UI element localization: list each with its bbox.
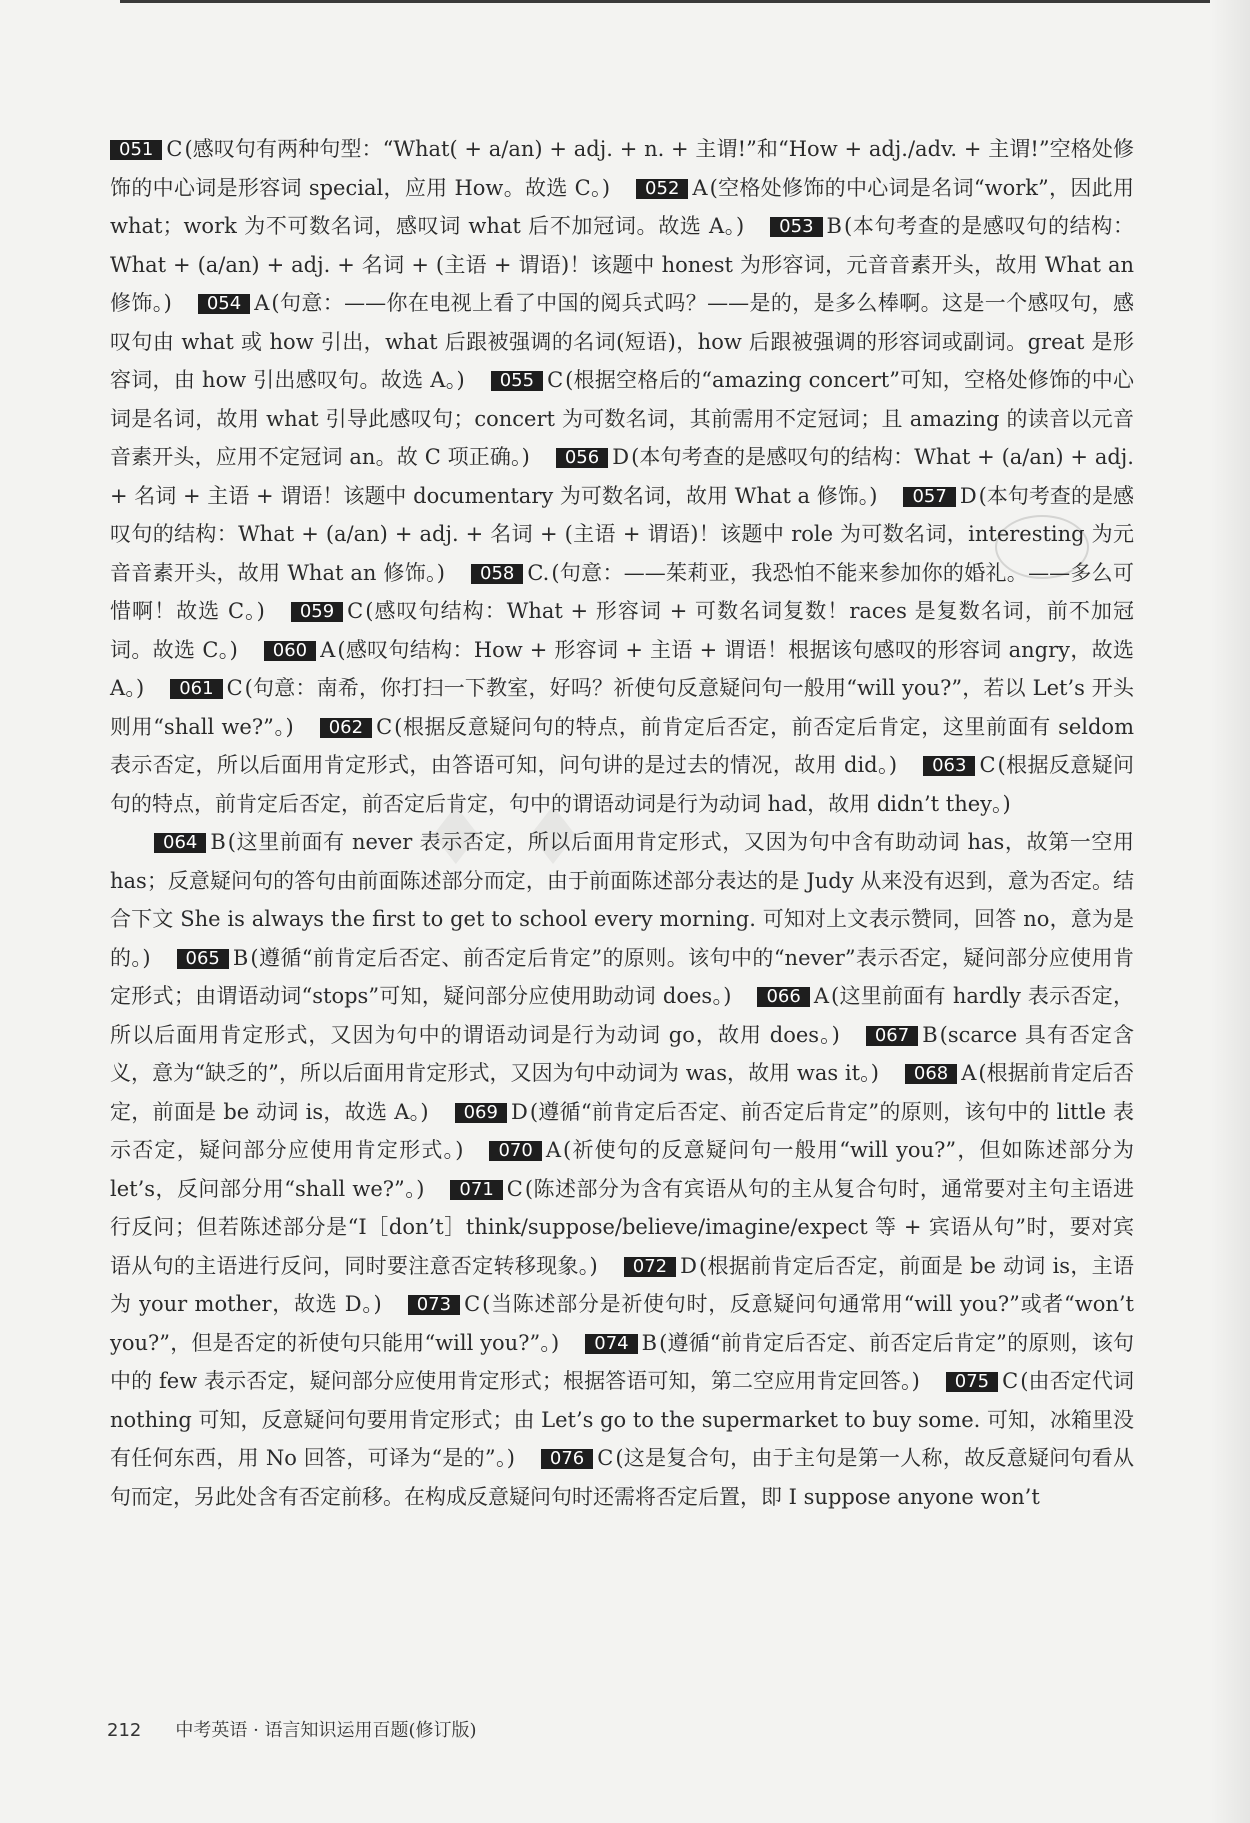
answer-letter: C: [506, 1176, 523, 1201]
question-number-badge: 068: [905, 1064, 957, 1084]
explanation-text: (根据反意疑问句的特点，前肯定后否定，前否定后肯定，这里前面有 seldom 表示否定，所以后面用肯定形式，由答语可知，问句讲的是过去的情况，故用 did。): [110, 714, 1134, 777]
explanation-text: (陈述部分为含有宾语从句的主从复合句时，通常要对主句主语进行反问；但若陈述部分是“I［don’t］think/suppose/believe/imagine/expect 等 + 宾语从句”时，要对宾语从句的主语进行反问，同时要注意否定转移现象。): [110, 1176, 1134, 1278]
explanation-text: (感叹句有两种句型：“What( + a/an) + adj. + n. + 主谓!”和“How + adj./adv. + 主谓!”空格处修饰的中心词是形容词 special，应用 How。故选 C。): [110, 137, 1134, 200]
answer-letter: C: [166, 137, 183, 161]
answer-letter: B: [210, 830, 226, 854]
answer-letter: C: [979, 753, 996, 777]
question-number-badge: 064: [154, 833, 206, 853]
explanation-text: (由否定代词 nothing 可知，反意疑问句要用肯定形式；由 Let’s go to the supermarket to buy some. 可知，冰箱里没有任何东西，用 No 回答，可译为“是的”。): [110, 1369, 1135, 1470]
question-number-badge: 061: [170, 679, 222, 699]
question-number-badge: 075: [946, 1372, 998, 1392]
answer-letter: C: [376, 714, 393, 739]
answer-letter: C: [1002, 1369, 1019, 1393]
question-number-badge: 055: [491, 371, 543, 391]
explanation-text: (这里前面有 never 表示否定，所以后面用肯定形式，又因为句中含有助动词 has，故第一空用 has；反意疑问句的答句由前面陈述部分而定，由于前面陈述部分表达的是 Judy 从来没有迟到，意为否定。结合下文 She is always the first to get to school every morning. 可知对上文表示赞同，回答 no，意为是的。): [110, 830, 1134, 970]
answer-letter: B: [641, 1330, 658, 1355]
answer-letter: B: [232, 945, 249, 970]
explanation-text: (祈使句的反意疑问句一般用“will you?”，但如陈述部分为 let’s，反问部分用“shall we?”。): [110, 1138, 1134, 1201]
explanation-text: (本句考查的是感叹句的结构：What + (a/an) + adj. + 名词 + (主语 + 谓语)！该题中 role 为可数名词，interesting 为元音音素开头，故用 What an 修饰。): [110, 483, 1134, 585]
question-number-badge: 067: [866, 1026, 918, 1046]
explanation-text: (scarce 具有否定含义，意为“缺乏的”，所以后面用肯定形式，又因为句中动词为 was，故用 was it。): [110, 1022, 1135, 1085]
page-footer: [107, 1716, 477, 1742]
question-number-badge: 072: [624, 1257, 676, 1277]
answer-letter: D: [680, 1253, 697, 1278]
explanation-text: (感叹句结构：How + 形容词 + 主语 + 谓语！根据该句感叹的形容词 angry，故选 A。): [110, 637, 1135, 700]
question-number-badge: 054: [198, 294, 250, 314]
answer-text-block: [110, 130, 1134, 1516]
explanation-text: (感叹句结构：What + 形容词 + 可数名词复数！races 是复数名词，前不加冠词。故选 C。): [110, 599, 1135, 662]
question-number-badge: 051: [110, 140, 162, 160]
question-number-badge: 073: [408, 1295, 460, 1315]
answer-letter: C: [347, 599, 364, 623]
explanation-text: (这里前面有 hardly 表示否定，所以后面用肯定形式，又因为句中的谓语动词是行为动词 go，故用 does。): [110, 984, 1134, 1047]
explanation-text: (当陈述部分是祈使句时，反意疑问句通常用“will you?”或者“won’t you?”，但是否定的祈使句只能用“will you?”。): [110, 1292, 1134, 1355]
question-number-badge: 057: [903, 487, 955, 507]
question-number-badge: 069: [455, 1103, 507, 1123]
answer-letter: C: [226, 676, 243, 700]
answer-letter: A: [961, 1061, 977, 1085]
question-number-badge: 059: [291, 602, 343, 622]
page-edge-shadow: [1210, 0, 1250, 1823]
answer-letter: A: [320, 637, 336, 662]
answer-letter: C: [547, 368, 564, 392]
answer-letter: B: [922, 1022, 938, 1047]
answer-letter: C: [597, 1446, 614, 1470]
explanation-text: (遵循“前肯定后否定、前否定后肯定”的原则。该句中的“never”表示否定，疑问部分应使用肯定形式；由谓语动词“stops”可知，疑问部分应使用助动词 does。): [110, 945, 1134, 1008]
answer-letter: D: [612, 445, 630, 469]
explanation-text: (遵循“前肯定后否定、前否定后肯定”的原则，该句中的 few 表示否定，疑问部分应使用肯定形式；根据答语可知，第二空应用肯定回答。): [110, 1330, 1135, 1393]
question-number-badge: 071: [450, 1180, 502, 1200]
question-number-badge: 070: [489, 1141, 541, 1161]
question-number-badge: 074: [585, 1334, 637, 1354]
explanation-text: (本句考查的是感叹句的结构：What + (a/an) + adj. + 名词 + 主语 + 谓语！该题中 documentary 为可数名词，故用 What a 修饰。): [110, 445, 1134, 508]
question-number-badge: 056: [556, 448, 608, 468]
question-number-badge: 076: [541, 1449, 593, 1469]
question-number-badge: 062: [320, 718, 372, 738]
explanation-text: (根据前肯定后否定，前面是 be 动词 is，主语为 your mother，故选 D。): [110, 1253, 1134, 1316]
explanation-text: (句意：南希，你打扫一下教室，好吗？祈使句反意疑问句一般用“will you?”，若以 Let’s 开头则用“shall we?”。): [110, 676, 1134, 739]
explanation-text: (遵循“前肯定后否定、前否定后肯定”的原则，该句中的 little 表示否定，疑问部分应使用肯定形式。): [110, 1099, 1134, 1162]
answer-letter: D: [510, 1099, 528, 1124]
answer-letter: A: [545, 1138, 562, 1162]
question-number-badge: 053: [770, 217, 822, 237]
explanation-text: (根据空格后的“amazing concert”可知，空格处修饰的中心词是名词，故用 what 引导此感叹句；concert 为可数名词，其前需用不定冠词；且 amazing 的读音以元音音素开头，应用不定冠词 an。故 C 项正确。): [110, 368, 1134, 469]
explanation-text: (本句考查的是感叹句的结构：What + (a/an) + adj. + 名词 + (主语 + 谓语)！该题中 honest 为形容词，元音音素开头，故用 What an 修饰。): [110, 214, 1134, 315]
explanation-text: (根据前肯定后否定，前面是 be 动词 is，故选 A。): [110, 1061, 1134, 1124]
page-number: 212: [107, 1720, 142, 1741]
question-number-badge: 063: [923, 756, 975, 776]
book-title: 中考英语 · 语言知识运用百题(修订版): [175, 1720, 477, 1741]
explanation-text: (句意：——你在电视上看了中国的阅兵式吗？——是的，是多么棒啊。这是一个感叹句，感叹句由 what 或 how 引出，what 后跟被强调的名词(短语)，how 后跟被强调的形容词或副词。great 是形容词，由 how 引出感叹句。故选 A。): [110, 291, 1134, 392]
question-number-badge: 058: [471, 564, 523, 584]
answer-letter: A: [813, 984, 829, 1008]
watermark: ♦ ♦: [420, 790, 589, 883]
explanation-text: (这是复合句，由于主句是第一人称，故反意疑问句看从句而定，另此处含有否定前移。在构成反意疑问句时还需将否定后置，即 I suppose anyone won’t: [110, 1446, 1134, 1509]
question-number-badge: 060: [264, 641, 316, 661]
question-number-badge: 065: [177, 949, 229, 969]
answer-letter: D: [959, 483, 977, 508]
question-number-badge: 066: [757, 987, 809, 1007]
answer-letter: C: [464, 1292, 481, 1316]
top-rule: [120, 0, 1210, 3]
question-number-badge: 052: [636, 179, 688, 199]
answer-letter: C.: [527, 560, 550, 585]
answer-letter: B: [826, 214, 842, 238]
explanation-text: (句意：——茱莉亚，我恐怕不能来参加你的婚礼。——多么可惜啊！故选 C。): [110, 560, 1134, 623]
answer-letter: A: [254, 291, 270, 315]
explanation-text: (空格处修饰的中心词是名词“work”，因此用 what；work 为不可数名词，感叹词 what 后不加冠词。故选 A。): [110, 175, 1135, 238]
answer-letter: A: [692, 175, 708, 200]
explanation-text: (根据反意疑问句的特点，前肯定后否定，前否定后肯定，句中的谓语动词是行为动词 had，故用 didn’t they。): [110, 753, 1134, 816]
